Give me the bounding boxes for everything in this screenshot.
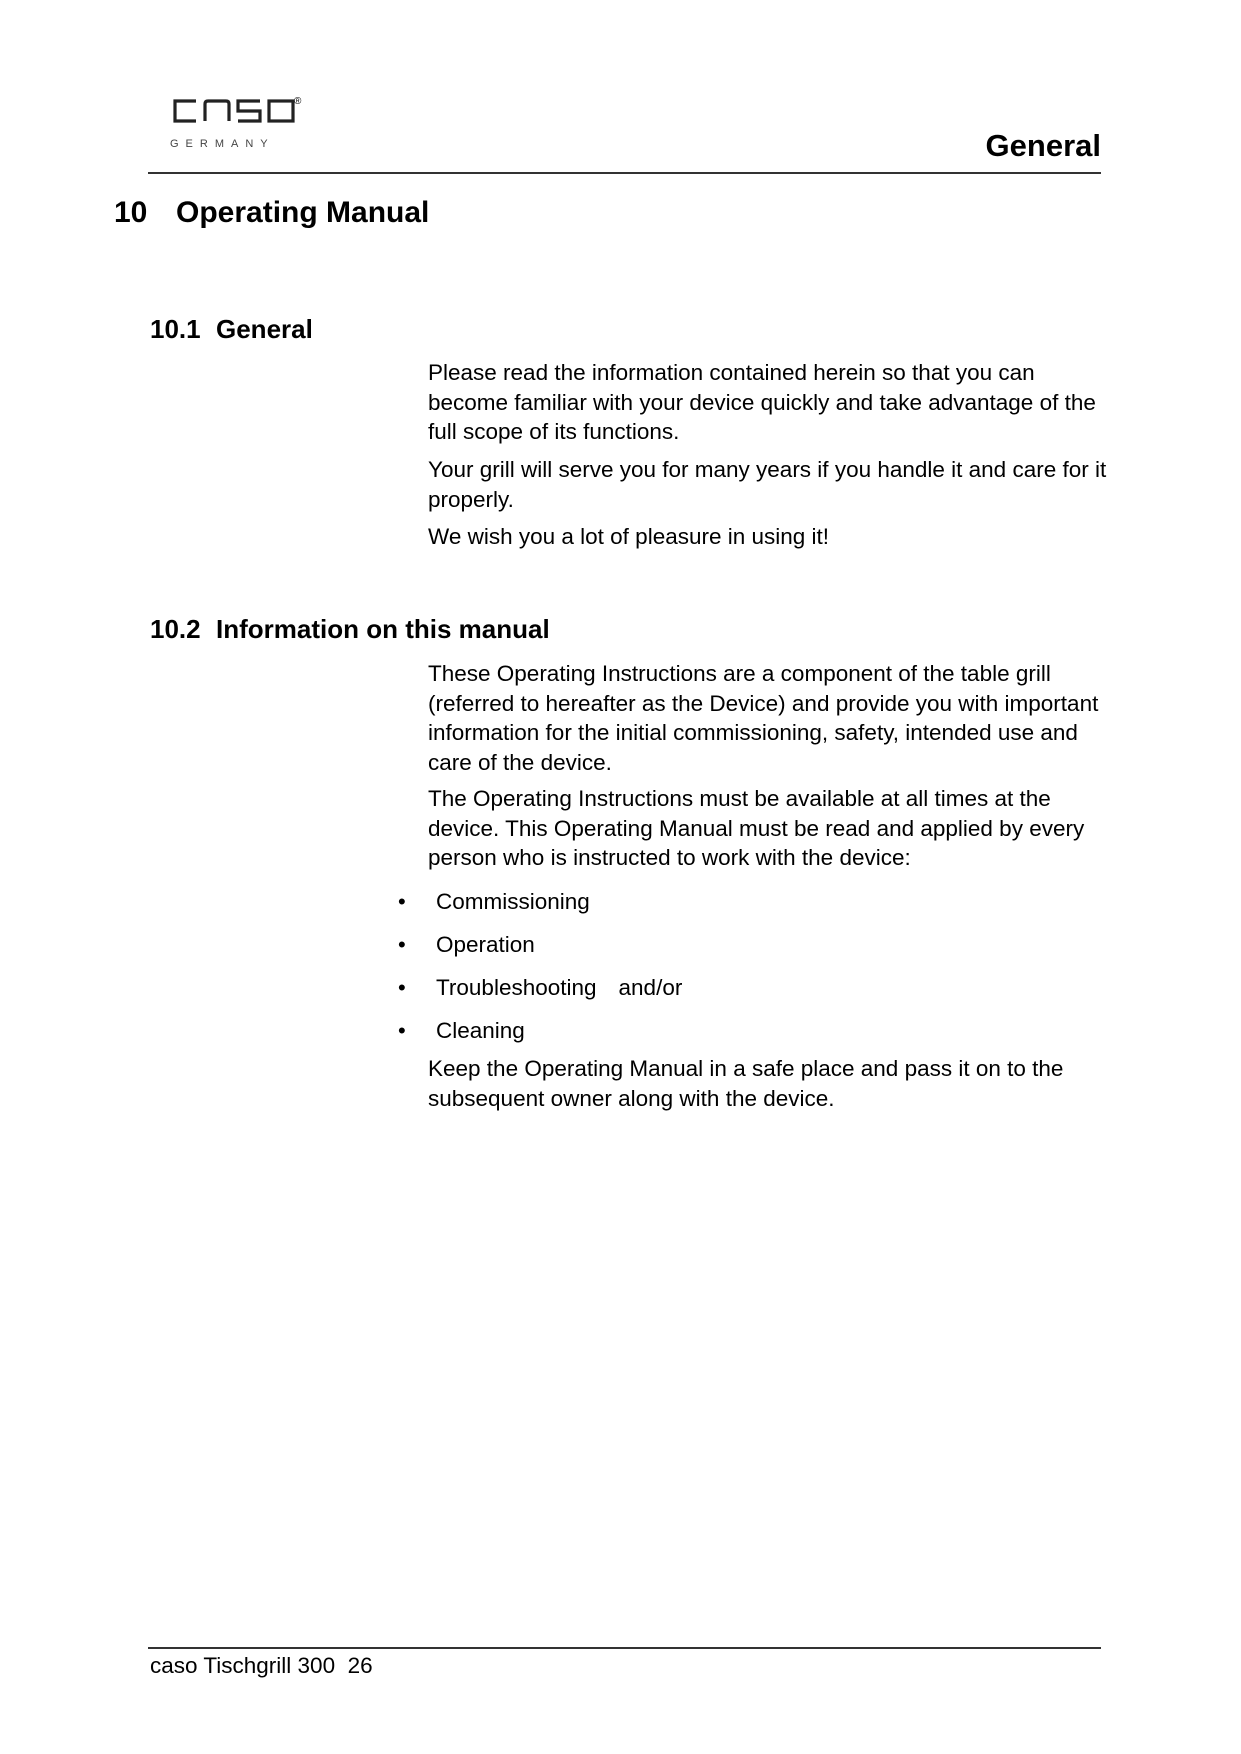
section-number: 10.1 [150,314,201,344]
logo-registered-mark: ® [294,96,302,107]
caso-wordmark-icon [172,98,296,124]
footer-divider [148,1647,1101,1649]
bullet-icon: • [398,932,406,957]
bullet-icon: • [398,1018,406,1043]
section-number: 10.2 [150,614,201,644]
list-item [398,1016,682,1059]
header-title: General [985,128,1101,163]
paragraph: Your grill will serve you for many years if you handle it and care for it properly. [428,457,1107,512]
header-divider [148,172,1101,174]
section-title: Information on this manual [216,614,550,644]
bullet-icon: • [398,975,406,1000]
list-item [398,887,682,930]
paragraph: These Operating Instructions are a component of the table grill (referred to hereafter as the Device) and provide you with important information for the initial commissioning, safety, intended use and care of the device. [428,661,1099,775]
list-item [398,973,682,1016]
chapter-heading [114,196,429,230]
list-item-text: Cleaning [436,1018,525,1043]
section-title: General [216,314,313,344]
paragraph: Keep the Operating Manual in a safe place and pass it on to the subsequent owner along with the device. [428,1056,1064,1111]
footer-text: caso Tischgrill 300 26 [150,1653,373,1678]
paragraph: We wish you a lot of pleasure in using it! [428,524,830,549]
chapter-number: 10 [114,196,148,229]
list-item-text: Commissioning [436,889,590,914]
section-heading-10-2 [150,614,550,645]
paragraph: The Operating Instructions must be available at all times at the device. This Operating Manual must be read and applied by every person who is instructed to work with the device: [428,786,1085,870]
list-item-text: Troubleshooting [436,975,597,1000]
section-heading-10-1 [150,314,313,345]
list-item-suffix: and/or [618,975,683,1000]
logo-subtitle: GERMANY [170,138,275,150]
list-item-text: Operation [436,932,535,957]
bullet-list [398,887,682,1059]
chapter-title: Operating Manual [176,196,430,229]
list-item [398,930,682,973]
caso-logo [152,68,312,160]
bullet-icon: • [398,889,406,914]
paragraph: Please read the information contained herein so that you can become familiar with your device quickly and take advantage of the full scope of its functions. [428,360,1096,444]
